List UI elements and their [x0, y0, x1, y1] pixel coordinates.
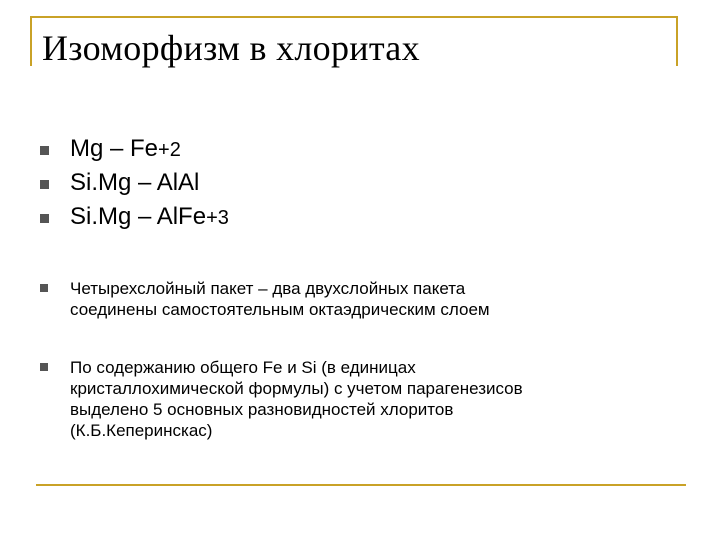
bullet-superscript: +3: [206, 207, 229, 229]
paragraph-line: выделено 5 основных разновидностей хлоритов: [70, 400, 454, 419]
paragraph-line: По содержанию общего Fe и Si (в единицах: [70, 358, 416, 377]
paragraph-line: (К.Б.Кеперинскас): [70, 421, 213, 440]
bullet-square: [40, 284, 48, 292]
bullet-square: [40, 214, 49, 223]
bullet-main-text: Si.Mg – AlAl: [70, 169, 200, 196]
top-horizontal-rule: [30, 16, 678, 18]
bullet-item-3: [40, 202, 660, 232]
paragraph-item-1: [40, 278, 660, 322]
bottom-rule: [36, 484, 686, 486]
paragraph-text-2: [70, 357, 660, 441]
paragraph-item-2: [40, 357, 660, 445]
paragraph-text-1: [70, 278, 660, 320]
paragraph-line: кристаллохимической формулы) с учетом парагенезисов: [70, 379, 523, 398]
top-left-vertical-rule: [30, 16, 32, 66]
top-right-vertical-rule: [676, 16, 678, 66]
bullet-main-text: Si.Mg – AlFe: [70, 203, 207, 230]
bullet-text-3: [70, 202, 660, 233]
bullet-item-1: [40, 134, 660, 164]
bullet-item-2: [40, 168, 660, 198]
bullet-superscript: +2: [158, 139, 181, 161]
bullet-text-2: [70, 168, 660, 198]
bullet-text-1: [70, 134, 660, 165]
bullet-main-text: Mg – Fe: [70, 135, 159, 162]
paragraph-line: Четырехслойный пакет – два двухслойных пакета: [70, 279, 466, 298]
paragraph-line: соединены самостоятельным октаэдрическим слоем: [70, 300, 490, 319]
bullet-square: [40, 146, 49, 155]
bullet-square: [40, 363, 48, 371]
bullet-square: [40, 180, 49, 189]
slide-title: Изоморфизм в хлоритах: [42, 28, 420, 68]
